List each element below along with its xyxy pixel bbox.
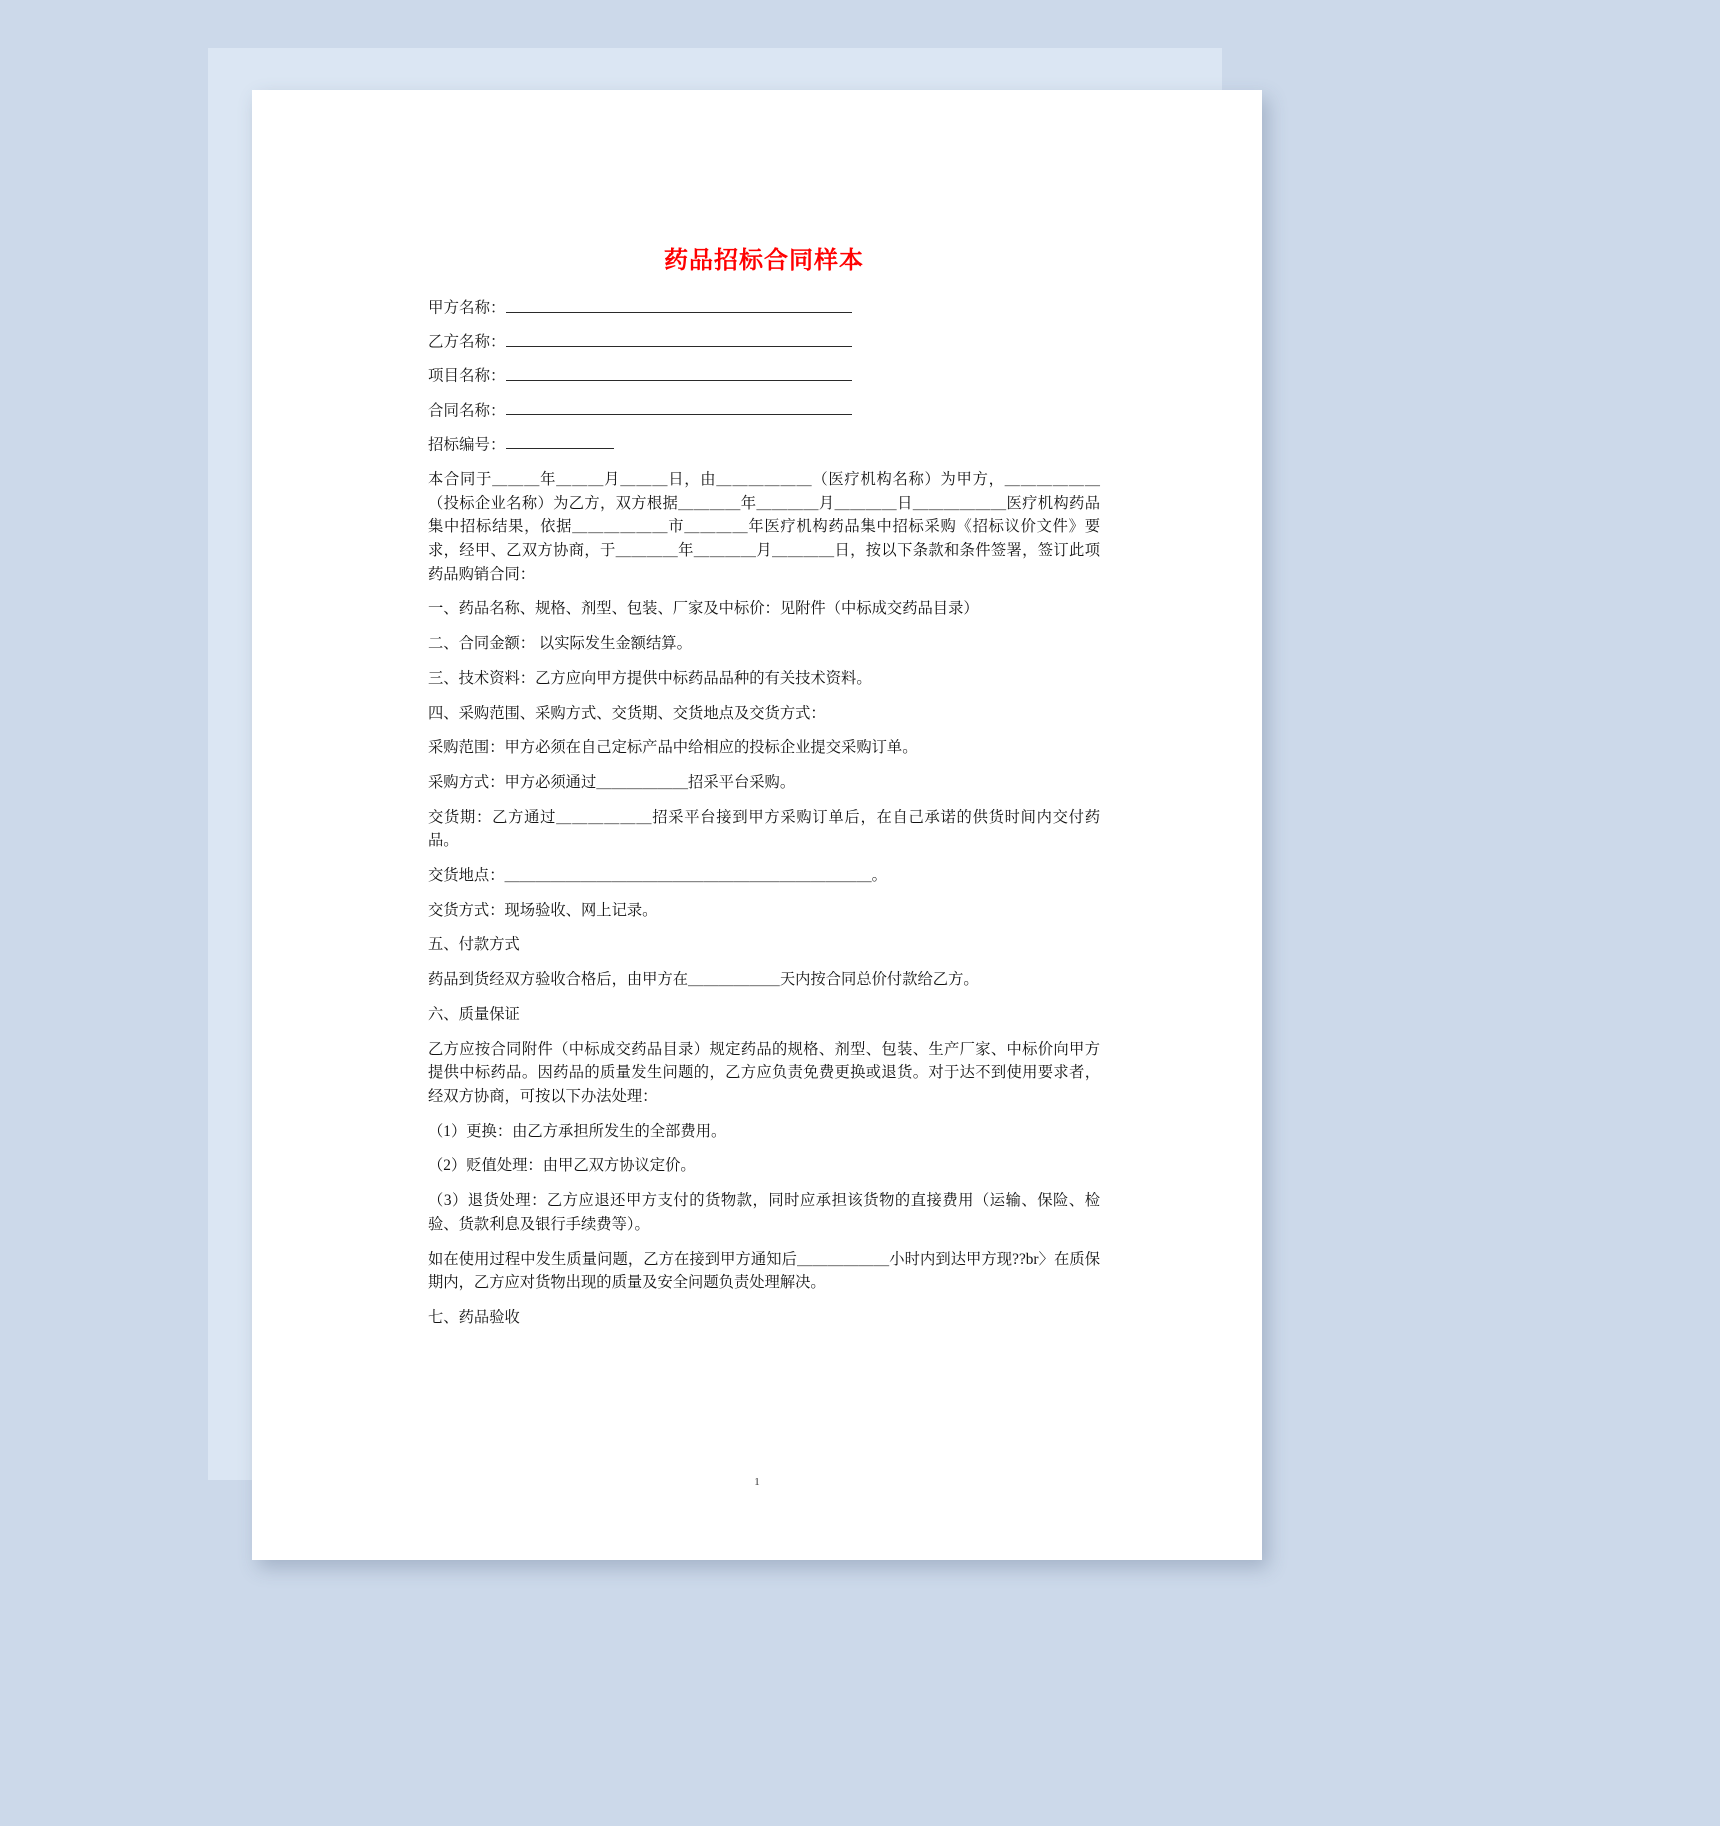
- paragraph-quality-assurance: 乙方应按合同附件（中标成交药品目录）规定药品的规格、剂型、包装、生产厂家、中标价向甲方提供中标药品。因药品的质量发生问题的，乙方应负责免费更换或退货。对于达不到使用要求者，经双方协商，可按以下办法处理：: [428, 1040, 1100, 1105]
- paragraph-clause-6: 六、质量保证: [428, 1005, 520, 1023]
- field-row-bid-number: [428, 434, 1100, 457]
- paragraph-purchase-scope: 采购范围：甲方必须在自己定标产品中给相应的投标企业提交采购订单。: [428, 739, 918, 757]
- field-row-project-name: [428, 365, 1100, 388]
- paragraph-preamble: 本合同于＿＿＿年＿＿＿月＿＿＿日，由＿＿＿＿＿＿（医疗机构名称）为甲方，＿＿＿＿＿＿（投标企业名称）为乙方，双方根据＿＿＿＿年＿＿＿＿月＿＿＿＿日＿＿＿＿＿＿医疗机构药品集中招标结果，依据＿＿＿＿＿＿市＿＿＿＿年医疗机构药品集中招标采购《招标议价文件》要求，经甲、乙双方协商，于＿＿＿＿年＿＿＿＿月＿＿＿＿日，按以下条款和条件签署，签订此项药品购销合同：: [428, 470, 1100, 583]
- field-blank-bid-number[interactable]: [506, 434, 614, 450]
- field-blank-contract-name[interactable]: [506, 400, 852, 416]
- page-number: 1: [754, 1476, 760, 1488]
- document-body: [428, 240, 1100, 1341]
- field-label-bid-number: 招标编号：: [428, 436, 506, 454]
- field-row-party-a: [428, 297, 1100, 320]
- field-blank-party-b[interactable]: [506, 331, 852, 347]
- paragraph-clause-7: 七、药品验收: [428, 1308, 520, 1326]
- paragraph-item-2-devaluation: （2）贬值处理：由甲乙双方协议定价。: [428, 1157, 696, 1175]
- field-label-party-b: 乙方名称：: [428, 333, 506, 351]
- paragraph-clause-1: 一、药品名称、规格、剂型、包装、厂家及中标价：见附件（中标成交药品目录）: [428, 600, 979, 618]
- field-label-contract-name: 合同名称：: [428, 402, 506, 420]
- paragraph-clause-3: 三、技术资料：乙方应向甲方提供中标药品品种的有关技术资料。: [428, 669, 872, 687]
- field-row-party-b: [428, 331, 1100, 354]
- field-blank-project-name[interactable]: [506, 365, 852, 381]
- paragraph-clause-2: 二、合同金额： 以实际发生金额结算。: [428, 635, 692, 653]
- field-row-contract-name: [428, 400, 1100, 423]
- paragraph-clause-5: 五、付款方式: [428, 936, 520, 954]
- document-page: [252, 90, 1262, 1560]
- paragraph-purchase-method: 采购方式：甲方必须通过＿＿＿＿＿＿招采平台采购。: [428, 773, 796, 791]
- paragraph-item-1-replacement: （1）更换：由乙方承担所发生的全部费用。: [428, 1122, 727, 1140]
- paragraph-delivery-location: 交货地点：＿＿＿＿＿＿＿＿＿＿＿＿＿＿＿＿＿＿＿＿＿＿＿＿。: [428, 867, 887, 885]
- field-label-party-a: 甲方名称：: [428, 299, 506, 317]
- paragraph-delivery-method: 交货方式：现场验收、网上记录。: [428, 901, 658, 919]
- paragraph-item-3-return: （3）退货处理：乙方应退还甲方支付的货物款，同时应承担该货物的直接费用（运输、保险、检验、货款利息及银行手续费等）。: [428, 1192, 1100, 1233]
- field-blank-party-a[interactable]: [506, 297, 852, 313]
- page-title: 药品招标合同样本: [664, 248, 864, 274]
- paragraph-delivery-period: 交货期：乙方通过＿＿＿＿＿＿招采平台接到甲方采购订单后，在自己承诺的供货时间内交付药品。: [428, 808, 1100, 850]
- paragraph-payment-terms: 药品到货经双方验收合格后，由甲方在＿＿＿＿＿＿天内按合同总价付款给乙方。: [428, 971, 979, 989]
- paragraph-quality-issue-response: 如在使用过程中发生质量问题，乙方在接到甲方通知后＿＿＿＿＿＿小时内到达甲方现??br〉在质保期内，乙方应对货物出现的质量及安全问题负责处理解决。: [428, 1250, 1100, 1292]
- paragraph-clause-4: 四、采购范围、采购方式、交货期、交货地点及交货方式：: [428, 704, 826, 722]
- field-label-project-name: 项目名称：: [428, 368, 506, 386]
